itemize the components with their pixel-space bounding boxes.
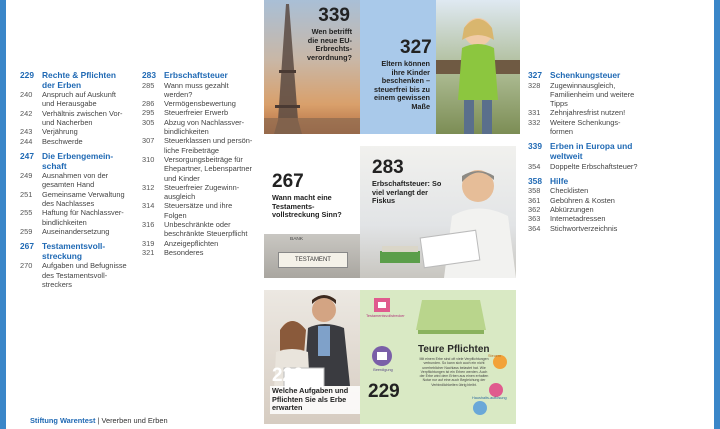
photo-child-tree — [436, 0, 520, 134]
child-figure-icon — [436, 0, 520, 134]
tile-number: 229 — [368, 381, 400, 402]
toc-column-right — [528, 71, 638, 239]
infographic-label-steuern: Steuern — [488, 354, 502, 358]
toc-entry-page: 305 — [142, 117, 155, 127]
tile-267-testament[interactable] — [264, 146, 360, 278]
toc-entry-title: Anspruch auf Auskunft und Herausgabe — [42, 90, 116, 109]
infographic-label-beerdigung: Beerdigung — [373, 368, 393, 372]
tile-327-schenkung[interactable] — [360, 0, 520, 134]
folder-label-bank: BANK — [290, 237, 304, 242]
toc-entry[interactable] — [142, 201, 254, 220]
toc-section-page: 283 — [142, 70, 156, 80]
toc-entry-page: 314 — [142, 201, 155, 211]
toc-section — [528, 71, 638, 136]
toc-entry-title: Weitere Schenkungs-formen — [550, 117, 621, 137]
toc-section-title: Erben in Europa und weltweit — [550, 141, 633, 161]
toc-entry-title: Wann muss gezahlt werden? — [164, 80, 229, 99]
tile-number: 327 — [400, 37, 432, 58]
toc-entry-title: Abzug von Nachlassver-bindlichkeiten — [164, 117, 245, 137]
toc-entry-page: 249 — [20, 171, 33, 181]
toc-section-title: Erbschaftsteuer — [164, 70, 228, 80]
tile-caption: Welche Aufgaben und Pflichten Sie als Erbe erwarten — [270, 386, 360, 414]
infographic-title: Teure Pflichten — [418, 344, 490, 355]
toc-entry-page: 312 — [142, 182, 155, 192]
toc-entry-page: 244 — [20, 136, 33, 146]
footer — [30, 416, 168, 425]
tile-229-aufgaben[interactable] — [264, 290, 360, 424]
tile-number: 229 — [272, 365, 304, 386]
tile-229-teure-pflichten[interactable] — [360, 290, 516, 424]
tile-number: 339 — [318, 5, 350, 26]
toc-entry-title: Besonderes — [164, 247, 204, 257]
toc-section-page: 229 — [20, 70, 34, 80]
toc-entry-page: 242 — [20, 108, 33, 118]
toc-entry-title: Anzeigepflichten — [164, 238, 219, 248]
toc-section-heading[interactable] — [528, 142, 638, 161]
toc-entry[interactable] — [142, 99, 254, 108]
toc-entry-page: 295 — [142, 108, 155, 118]
footer-separator: | — [97, 416, 100, 425]
toc-entry-title: Doppelte Erbschaftsteuer? — [550, 161, 638, 171]
toc-section — [20, 71, 130, 146]
toc-entry-title: Versorgungsbeiträge für Ehepartner, Lebenspartner und Kinder — [164, 154, 252, 183]
photo-testament-folder — [264, 234, 360, 278]
toc-section — [20, 242, 130, 289]
toc-entry[interactable] — [20, 261, 130, 289]
toc-entry[interactable] — [20, 109, 130, 128]
toc-entry[interactable] — [20, 190, 130, 209]
toc-section-heading[interactable] — [20, 152, 130, 171]
toc-section-title: Hilfe — [550, 175, 569, 186]
toc-section-heading[interactable] — [20, 242, 130, 261]
footer-brand: Stiftung Warentest — [30, 416, 96, 425]
toc-section-page: 267 — [20, 241, 34, 252]
toc-entry-page: 286 — [142, 99, 155, 109]
toc-section — [142, 71, 254, 257]
toc-entry-title: Steuersätze und ihre Folgen — [164, 201, 233, 220]
toc-entry-title: Abkürzungen — [550, 205, 594, 215]
toc-column-middle — [142, 71, 254, 263]
toc-entry-title: Checklisten — [550, 186, 589, 196]
toc-entry[interactable] — [142, 108, 254, 117]
toc-entry[interactable] — [528, 214, 638, 223]
toc-entry-title: Stichwortverzeichnis — [550, 223, 618, 233]
toc-entry[interactable] — [528, 196, 638, 205]
toc-entry-page: 259 — [20, 226, 33, 236]
toc-entry-page: 255 — [20, 208, 33, 218]
tile-caption: Wann macht eine Testaments-vollstreckung Sinn? — [272, 193, 342, 220]
toc-entry-page: 358 — [528, 186, 541, 196]
toc-entry-title: Zugewinnausgleich, Familienheim und weitere Tipps — [550, 80, 635, 109]
infographic-label-testamentsvollstrecker: Testamentsvollstrecker — [366, 314, 405, 318]
toc-entry[interactable] — [142, 248, 254, 257]
tile-caption: Erbschaftsteuer: So viel verlangt der Fiskus — [372, 179, 442, 206]
toc-entry-page: 331 — [528, 108, 541, 118]
toc-entry[interactable] — [20, 227, 130, 236]
toc-entry-title: Internetadressen — [550, 214, 606, 224]
toc-section-page: 327 — [528, 70, 542, 80]
footer-book-title: Vererben und Erben — [101, 416, 168, 425]
toc-entry-page: 243 — [20, 127, 33, 137]
toc-entry[interactable] — [20, 137, 130, 146]
toc-entry[interactable] — [142, 183, 254, 202]
folder-label-testament: TESTAMENT — [278, 252, 348, 268]
toc-entry-title: Auseinandersetzung — [42, 226, 110, 236]
toc-entry[interactable] — [528, 81, 638, 109]
toc-entry[interactable] — [20, 127, 130, 136]
left-edge-bar — [0, 0, 6, 429]
toc-section — [528, 142, 638, 170]
toc-entry[interactable] — [142, 136, 254, 155]
toc-entry[interactable] — [528, 205, 638, 214]
toc-entry-title: Unbeschränkte oder beschränkte Steuerpflicht — [164, 220, 248, 239]
tile-number: 267 — [272, 171, 304, 192]
toc-entry-page: 354 — [528, 161, 541, 171]
toc-entry[interactable] — [142, 155, 254, 183]
infographic-label-haushaltsaufloesung: Haushalts-auflösung — [472, 396, 507, 400]
toc-entry-title: Vermögensbewertung — [164, 99, 236, 109]
toc-entry-page: 285 — [142, 80, 155, 90]
toc-entry[interactable] — [528, 162, 638, 171]
toc-entry-title: Gebühren & Kosten — [550, 195, 615, 205]
toc-entry[interactable] — [142, 239, 254, 248]
toc-entry-page: 321 — [142, 247, 155, 257]
toc-section-heading[interactable] — [20, 71, 130, 90]
toc-entry[interactable] — [142, 220, 254, 239]
toc-section-page: 339 — [528, 141, 542, 152]
toc-entry-title: Aufgaben und Befugnisse des Testamentsvoll-streckers — [42, 261, 127, 290]
toc-entry[interactable] — [20, 90, 130, 109]
toc-entry-page: 364 — [528, 223, 541, 233]
tile-caption: Wen betrifft die neue EU-Erbrechts-verordnung? — [307, 27, 352, 62]
toc-entry[interactable] — [528, 186, 638, 195]
toc-entry-page: 319 — [142, 238, 155, 248]
toc-entry[interactable] — [528, 108, 638, 117]
toc-entry-page: 328 — [528, 80, 541, 90]
toc-section-heading[interactable] — [528, 177, 638, 187]
tile-number: 283 — [372, 157, 404, 178]
toc-section-title: Rechte & Pflichten der Erben — [42, 70, 116, 90]
toc-section-title: Schenkungsteuer — [550, 70, 621, 80]
toc-entry-page: 307 — [142, 136, 155, 146]
toc-entry[interactable] — [142, 81, 254, 100]
toc-section-title: Die Erbengemein-schaft — [42, 150, 114, 171]
toc-entry-page: 270 — [20, 261, 33, 271]
toc-entry-title: Beschwerde — [42, 136, 83, 146]
toc-entry-page: 332 — [528, 117, 541, 127]
toc-entry-page: 240 — [20, 90, 33, 100]
toc-entry-title: Verjährung — [42, 127, 78, 137]
toc-section — [528, 177, 638, 233]
toc-section-heading[interactable] — [142, 71, 254, 81]
tile-caption: Eltern können ihre Kinder beschenken – steuerfrei bis zu einem gewissen Maße — [374, 59, 430, 111]
tile-283-erbschaftsteuer[interactable] — [360, 146, 516, 278]
toc-entry-page: 363 — [528, 214, 541, 224]
toc-section-page: 247 — [20, 150, 34, 161]
toc-entry[interactable] — [528, 118, 638, 137]
toc-section-page: 358 — [528, 175, 542, 186]
toc-section — [20, 152, 130, 236]
toc-section-heading[interactable] — [528, 71, 638, 81]
infographic-body: Mit einem Erbe sind oft viele Verpflichtungen verbunden. So kann sich auch ein nicht unerheblicher Nachlass belastet hat. Wie Verpflichtungen ist ein Erben werden. Auch der Erbe wird dem Erben aus einen erhalten Notar nur auf eine auch Begleichung der Verbindlichkeiten übrig bleibt. — [419, 357, 489, 387]
toc-entry-title: Gemeinsame Verwaltung des Nachlasses — [42, 189, 125, 209]
toc-entry-title: Zehnjahresfrist nutzen! — [550, 108, 626, 118]
right-edge-bar — [714, 0, 720, 429]
toc-column-left — [20, 71, 130, 295]
toc-entry-page: 316 — [142, 220, 155, 230]
toc-entry-title: Steuerfreier Zugewinn-ausgleich — [164, 182, 240, 202]
toc-section-title: Testamentsvoll-streckung — [42, 241, 106, 261]
toc-entry-title: Haftung für Nachlassver-bindlichkeiten — [42, 208, 124, 227]
toc-entry-title: Steuerklassen und persön-liche Freibeträge — [164, 136, 253, 155]
toc-entry-page: 361 — [528, 195, 541, 205]
toc-entry-page: 310 — [142, 154, 155, 164]
toc-entry[interactable] — [20, 171, 130, 190]
toc-entry-title: Verhältnis zwischen Vor- und Nacherben — [42, 108, 123, 128]
toc-entry-title: Ausnahmen von der gesamten Hand — [42, 171, 109, 190]
toc-entry[interactable] — [20, 208, 130, 227]
toc-entry-page: 251 — [20, 189, 33, 199]
tile-339-eu[interactable] — [264, 0, 360, 134]
toc-entry-title: Steuerfreier Erwerb — [164, 108, 229, 118]
toc-entry[interactable] — [528, 224, 638, 233]
toc-entry-page: 362 — [528, 205, 541, 215]
toc-entry[interactable] — [142, 118, 254, 137]
